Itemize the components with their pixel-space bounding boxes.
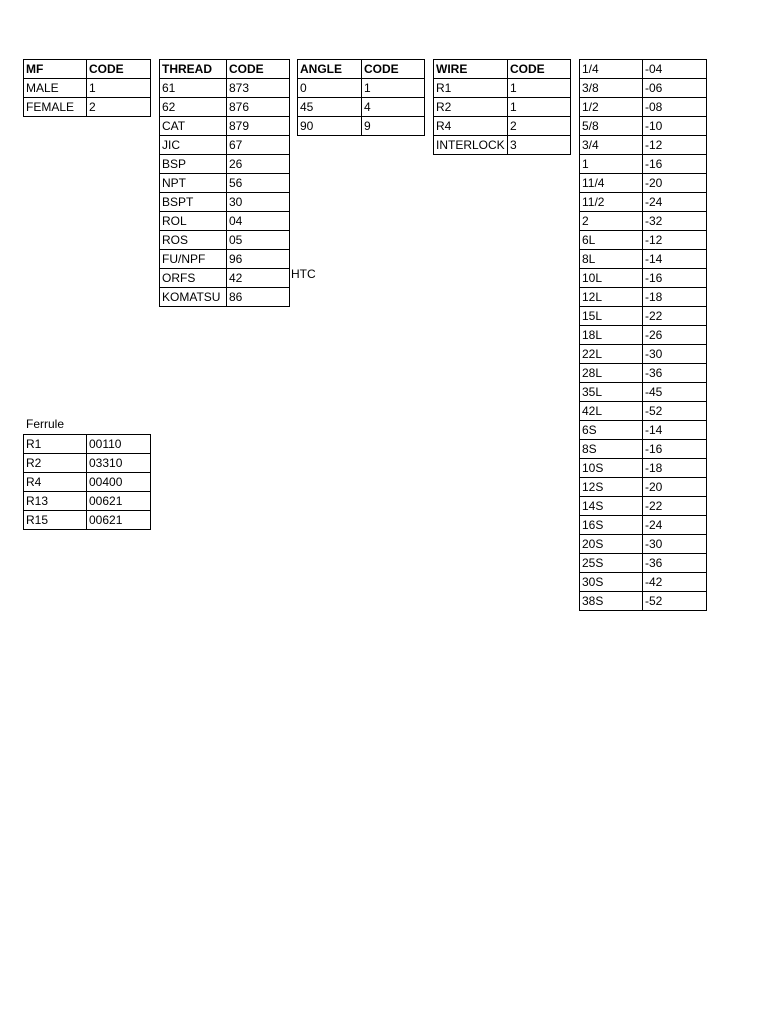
header-cell: CODE	[227, 60, 290, 79]
key-cell: R1	[24, 435, 87, 454]
code-cell: -52	[643, 592, 707, 611]
table-row	[160, 193, 290, 212]
table-row	[24, 492, 151, 511]
table-row	[434, 98, 571, 117]
table-row	[580, 497, 707, 516]
code-cell: -12	[643, 231, 707, 250]
code-cell: -22	[643, 497, 707, 516]
key-cell: 22L	[580, 345, 643, 364]
key-cell: 20S	[580, 535, 643, 554]
code-cell: 876	[227, 98, 290, 117]
htc-label: HTC	[291, 267, 316, 281]
table-row	[24, 454, 151, 473]
key-cell: 3/8	[580, 79, 643, 98]
code-cell: -20	[643, 478, 707, 497]
table-row	[434, 79, 571, 98]
code-cell: -14	[643, 250, 707, 269]
table-row	[580, 478, 707, 497]
key-cell: R15	[24, 511, 87, 530]
header-cell: MF	[24, 60, 87, 79]
key-cell: 3/4	[580, 136, 643, 155]
table-row	[24, 98, 151, 117]
code-cell: 03310	[87, 454, 151, 473]
key-cell: 10S	[580, 459, 643, 478]
code-cell: 00400	[87, 473, 151, 492]
table-row	[580, 250, 707, 269]
code-cell: -22	[643, 307, 707, 326]
key-cell: 6L	[580, 231, 643, 250]
key-cell: CAT	[160, 117, 227, 136]
table-row	[160, 79, 290, 98]
code-cell: 1	[508, 98, 571, 117]
header-cell: ANGLE	[298, 60, 362, 79]
code-cell: -18	[643, 288, 707, 307]
key-cell: 5/8	[580, 117, 643, 136]
key-cell: BSP	[160, 155, 227, 174]
key-cell: 61	[160, 79, 227, 98]
key-cell: INTERLOCK	[434, 136, 508, 155]
code-cell: -16	[643, 440, 707, 459]
table-row	[160, 174, 290, 193]
table-row	[298, 117, 425, 136]
key-cell: 62	[160, 98, 227, 117]
code-cell: -30	[643, 345, 707, 364]
table-row	[580, 573, 707, 592]
header-cell: THREAD	[160, 60, 227, 79]
header-cell: CODE	[508, 60, 571, 79]
key-cell: 16S	[580, 516, 643, 535]
key-cell: 25S	[580, 554, 643, 573]
code-cell: -36	[643, 364, 707, 383]
key-cell: 0	[298, 79, 362, 98]
code-cell: -04	[643, 60, 707, 79]
code-cell: -42	[643, 573, 707, 592]
code-cell: 00621	[87, 511, 151, 530]
table-row	[298, 98, 425, 117]
table-row	[580, 117, 707, 136]
key-cell: ROS	[160, 231, 227, 250]
code-cell: -20	[643, 174, 707, 193]
key-cell: 35L	[580, 383, 643, 402]
key-cell: 30S	[580, 573, 643, 592]
code-cell: -26	[643, 326, 707, 345]
key-cell: JIC	[160, 136, 227, 155]
table-row	[434, 136, 571, 155]
table-row	[580, 592, 707, 611]
code-cell: -16	[643, 155, 707, 174]
code-cell: -18	[643, 459, 707, 478]
code-cell: -14	[643, 421, 707, 440]
table-row	[24, 511, 151, 530]
code-cell: -24	[643, 516, 707, 535]
size-code-table	[579, 59, 707, 611]
key-cell: 14S	[580, 497, 643, 516]
code-cell: 1	[508, 79, 571, 98]
key-cell: 1/2	[580, 98, 643, 117]
header-cell: CODE	[87, 60, 151, 79]
key-cell: 2	[580, 212, 643, 231]
code-cell: -12	[643, 136, 707, 155]
code-cell: 879	[227, 117, 290, 136]
table-row	[580, 288, 707, 307]
table-row	[580, 345, 707, 364]
table-row	[580, 60, 707, 79]
table-row	[580, 364, 707, 383]
table-row	[580, 193, 707, 212]
key-cell: 28L	[580, 364, 643, 383]
key-cell: 8L	[580, 250, 643, 269]
table-row	[160, 117, 290, 136]
ferrule-code-table	[23, 434, 151, 530]
code-cell: 1	[87, 79, 151, 98]
table-row	[580, 440, 707, 459]
table-row	[580, 79, 707, 98]
code-cell: 9	[362, 117, 425, 136]
key-cell: 12S	[580, 478, 643, 497]
key-cell: 6S	[580, 421, 643, 440]
code-cell: 04	[227, 212, 290, 231]
table-row	[580, 155, 707, 174]
key-cell: NPT	[160, 174, 227, 193]
code-cell: -30	[643, 535, 707, 554]
code-cell: 2	[87, 98, 151, 117]
table-row	[580, 421, 707, 440]
ferrule-title: Ferrule	[26, 417, 65, 431]
key-cell: 8S	[580, 440, 643, 459]
key-cell: 11/4	[580, 174, 643, 193]
key-cell: FEMALE	[24, 98, 87, 117]
key-cell: MALE	[24, 79, 87, 98]
key-cell: 38S	[580, 592, 643, 611]
key-cell: R2	[434, 98, 508, 117]
table-row	[160, 269, 290, 288]
key-cell: R4	[434, 117, 508, 136]
key-cell: BSPT	[160, 193, 227, 212]
table-row	[24, 473, 151, 492]
table-row	[160, 136, 290, 155]
table-header-row	[434, 60, 571, 79]
code-cell: 1	[362, 79, 425, 98]
key-cell: R4	[24, 473, 87, 492]
table-row	[580, 516, 707, 535]
code-cell: 4	[362, 98, 425, 117]
code-cell: 67	[227, 136, 290, 155]
angle-code-table	[297, 59, 425, 136]
key-cell: 10L	[580, 269, 643, 288]
table-row	[160, 250, 290, 269]
code-cell: 00621	[87, 492, 151, 511]
table-row	[580, 535, 707, 554]
wire-code-table	[433, 59, 571, 155]
key-cell: R2	[24, 454, 87, 473]
table-row	[580, 231, 707, 250]
table-row	[160, 98, 290, 117]
key-cell: 90	[298, 117, 362, 136]
code-cell: -52	[643, 402, 707, 421]
table-row	[160, 212, 290, 231]
code-cell: -45	[643, 383, 707, 402]
code-cell: -06	[643, 79, 707, 98]
key-cell: KOMATSU	[160, 288, 227, 307]
code-cell: -24	[643, 193, 707, 212]
key-cell: R13	[24, 492, 87, 511]
code-cell: 30	[227, 193, 290, 212]
key-cell: ORFS	[160, 269, 227, 288]
table-row	[580, 98, 707, 117]
code-cell: 56	[227, 174, 290, 193]
table-row	[580, 402, 707, 421]
code-cell: 42	[227, 269, 290, 288]
code-cell: 2	[508, 117, 571, 136]
table-row	[160, 231, 290, 250]
table-row	[24, 435, 151, 454]
key-cell: FU/NPF	[160, 250, 227, 269]
table-header-row	[160, 60, 290, 79]
table-row	[24, 79, 151, 98]
mf-code-table	[23, 59, 151, 117]
table-row	[580, 459, 707, 478]
code-cell: 873	[227, 79, 290, 98]
table-header-row	[298, 60, 425, 79]
key-cell: 45	[298, 98, 362, 117]
code-cell: 96	[227, 250, 290, 269]
table-row	[580, 174, 707, 193]
key-cell: ROL	[160, 212, 227, 231]
key-cell: 42L	[580, 402, 643, 421]
header-cell: WIRE	[434, 60, 508, 79]
code-cell: 00110	[87, 435, 151, 454]
key-cell: 15L	[580, 307, 643, 326]
code-cell: -36	[643, 554, 707, 573]
key-cell: 12L	[580, 288, 643, 307]
key-cell: R1	[434, 79, 508, 98]
key-cell: 11/2	[580, 193, 643, 212]
code-cell: -08	[643, 98, 707, 117]
code-cell: -16	[643, 269, 707, 288]
table-row	[580, 136, 707, 155]
table-row	[580, 326, 707, 345]
code-cell: 3	[508, 136, 571, 155]
table-row	[434, 117, 571, 136]
code-cell: 05	[227, 231, 290, 250]
code-cell: 26	[227, 155, 290, 174]
table-row	[580, 269, 707, 288]
table-header-row	[24, 60, 151, 79]
key-cell: 18L	[580, 326, 643, 345]
key-cell: 1/4	[580, 60, 643, 79]
table-row	[580, 212, 707, 231]
code-cell: -32	[643, 212, 707, 231]
code-cell: 86	[227, 288, 290, 307]
table-row	[298, 79, 425, 98]
thread-code-table	[159, 59, 290, 307]
table-row	[580, 383, 707, 402]
key-cell: 1	[580, 155, 643, 174]
table-row	[160, 155, 290, 174]
table-row	[160, 288, 290, 307]
table-row	[580, 554, 707, 573]
header-cell: CODE	[362, 60, 425, 79]
table-row	[580, 307, 707, 326]
code-cell: -10	[643, 117, 707, 136]
